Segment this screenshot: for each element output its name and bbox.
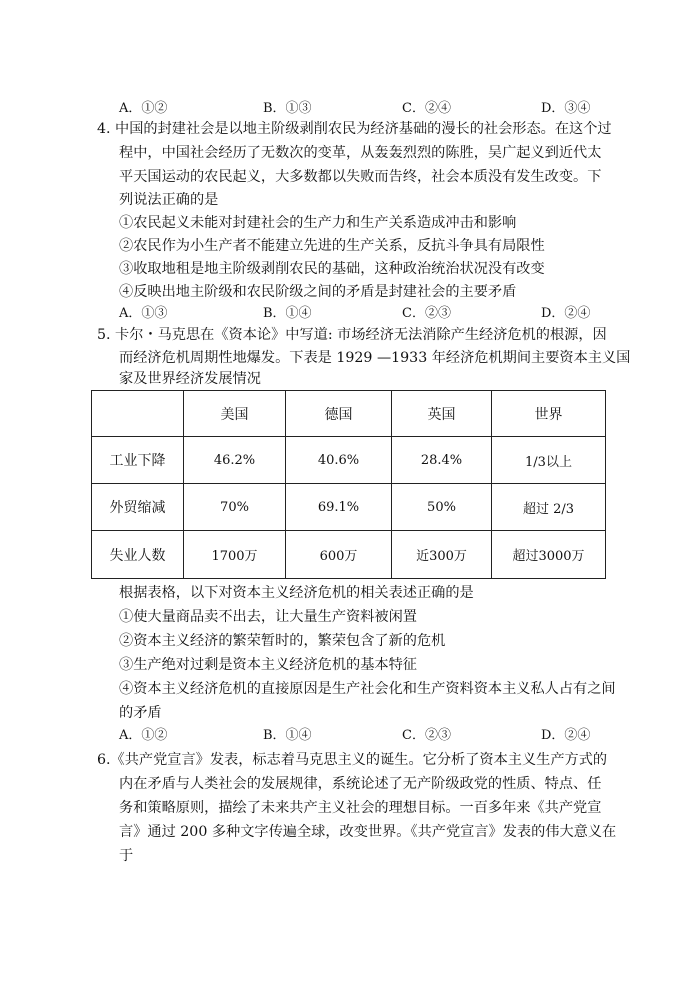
table-header-cell: 世界 — [492, 391, 606, 437]
table-header-cell: 德国 — [286, 391, 392, 437]
table-header-cell: 英国 — [392, 391, 492, 437]
q4-stem-line-2: 程中，中国社会经历了无数次的变革，从轰轰烈烈的陈胜，吴广起义到近代太 — [119, 145, 602, 161]
q6-stem-line-4: 言》通过 200 多种文字传遍全球，改变世界。《共产党宣言》发表的伟大意义在 — [119, 824, 617, 840]
q5-statement-4: ④资本主义经济危机的直接原因是生产社会化和生产资料资本主义私人占有之间 — [119, 681, 616, 697]
q4-statement-1: ①农民起义未能对封建社会的生产力和生产关系造成冲击和影响 — [119, 215, 517, 231]
q6-stem-line-1: 6.《共产党宣言》发表，标志着马克思主义的诞生。它分析了资本主义生产方式的 — [97, 752, 608, 768]
q5-option-c[interactable]: C．②③ — [402, 728, 451, 743]
q4-statement-4: ④反映出地主阶级和农民阶级之间的矛盾是封建社会的主要矛盾 — [119, 284, 517, 300]
q4-statement-2: ②农民作为小生产者不能建立先进的生产关系，反抗斗争具有局限性 — [119, 238, 545, 254]
q5-option-b[interactable]: B．①④ — [263, 728, 312, 743]
table-row-header: 失业人数 — [92, 531, 184, 579]
table-header-cell: 美国 — [184, 391, 286, 437]
table-cell: 1700万 — [184, 531, 286, 579]
q3-option-d[interactable]: D．③④ — [541, 101, 591, 116]
q3-options — [119, 99, 589, 119]
table-cell: 70% — [184, 484, 286, 531]
table-row-header: 工业下降 — [92, 437, 184, 484]
q4-option-b[interactable]: B．①④ — [263, 306, 312, 321]
q4-options — [119, 304, 589, 324]
table-header-cell — [92, 391, 184, 437]
q5-stem-line-3: 家及世界经济发展情况 — [119, 371, 261, 387]
q5-stem-line-1: 5. 卡尔・马克思在《资本论》中写道: 市场经济无法消除产生经济危机的根源，因 — [97, 327, 607, 343]
economic-crisis-table — [91, 390, 606, 579]
table-cell: 28.4% — [392, 437, 492, 484]
table-cell: 超过 2/3 — [492, 484, 606, 531]
q5-statement-4-cont: 的矛盾 — [119, 705, 162, 721]
q6-stem-line-2: 内在矛盾与人类社会的发展规律，系统论述了无产阶级政党的性质、特点、任 — [119, 776, 602, 792]
table-cell: 69.1% — [286, 484, 392, 531]
q4-stem-line-3: 平天国运动的农民起义，大多数都以失败而告终，社会本质没有发生改变。下 — [119, 169, 602, 185]
q5-statement-3: ③生产绝对过剩是资本主义经济危机的基本特征 — [119, 657, 417, 673]
q3-option-b[interactable]: B．①③ — [263, 101, 312, 116]
table-cell: 近300万 — [392, 531, 492, 579]
table-cell: 50% — [392, 484, 492, 531]
table-row — [92, 531, 606, 579]
q5-statement-2: ②资本主义经济的繁荣暂时的，繁荣包含了新的危机 — [119, 633, 446, 649]
q4-stem-line-1: 4. 中国的封建社会是以地主阶级剥削农民为经济基础的漫长的社会形态。在这个过 — [97, 121, 612, 137]
q4-option-c[interactable]: C．②③ — [402, 306, 451, 321]
q3-option-c[interactable]: C．②④ — [402, 101, 451, 116]
table-row-header: 外贸缩减 — [92, 484, 184, 531]
q5-statement-1: ①使大量商品卖不出去，让大量生产资料被闲置 — [119, 609, 417, 625]
q6-stem-line-3: 务和策略原则，描绘了未来共产主义社会的理想目标。一百多年来《共产党宣 — [119, 800, 602, 816]
q6-stem-line-5: 于 — [119, 848, 134, 864]
q5-stem-line-2: 而经济危机周期性地爆发。下表是 1929 —1933 年经济危机期间主要资本主义国 — [119, 350, 631, 366]
q5-options — [119, 726, 589, 746]
q4-statement-3: ③收取地租是地主阶级剥削农民的基础，这种政治统治状况没有改变 — [119, 261, 545, 277]
q5-option-d[interactable]: D．②④ — [541, 728, 591, 743]
table-cell: 40.6% — [286, 437, 392, 484]
table-cell: 600万 — [286, 531, 392, 579]
table-cell: 超过3000万 — [492, 531, 606, 579]
q5-prompt: 根据表格，以下对资本主义经济危机的相关表述正确的是 — [119, 585, 474, 601]
table-cell: 1/3以上 — [492, 437, 606, 484]
q5-option-a[interactable]: A．①② — [119, 728, 168, 743]
table-header-row — [92, 391, 606, 437]
table-row — [92, 437, 606, 484]
q4-option-d[interactable]: D．②④ — [541, 306, 591, 321]
q4-stem-line-4: 列说法正确的是 — [119, 192, 219, 208]
table-row — [92, 484, 606, 531]
q4-option-a[interactable]: A．①③ — [119, 306, 168, 321]
q3-option-a[interactable]: A．①② — [119, 101, 168, 116]
table-cell: 46.2% — [184, 437, 286, 484]
